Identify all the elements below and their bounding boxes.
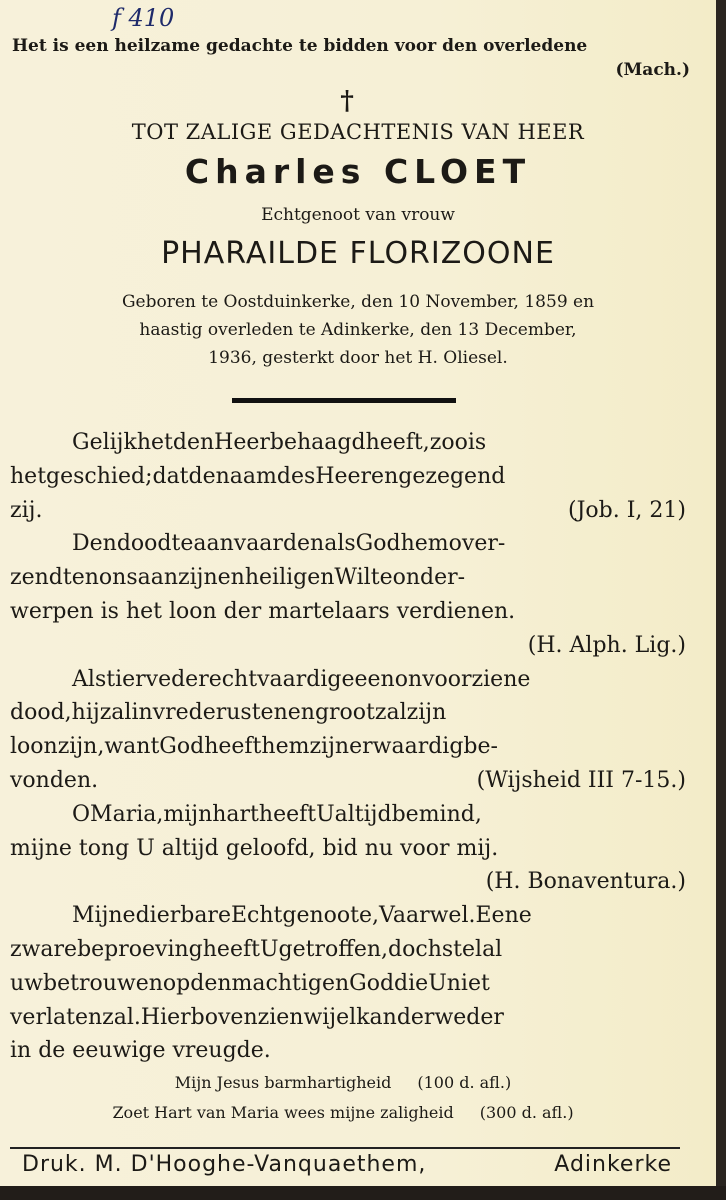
printer-label: Druk. M. D'Hooghe-Vanquaethem, xyxy=(22,1152,427,1177)
word: getroffen, xyxy=(278,936,389,962)
word: uw xyxy=(10,970,43,996)
word: Gelijk xyxy=(72,430,137,455)
passage-source: (Wijsheid III 7-15.) xyxy=(476,767,686,793)
word: mijn xyxy=(163,801,213,827)
word: Echtgenoote, xyxy=(230,903,379,929)
passage-line xyxy=(10,764,686,798)
word: hem xyxy=(261,734,310,760)
word: U xyxy=(316,801,335,827)
spouse-label: Echtgenoot van vrouw xyxy=(261,205,455,225)
word: het xyxy=(10,463,47,489)
word: waardig xyxy=(372,734,464,760)
word: God xyxy=(159,734,205,760)
word: als xyxy=(324,531,356,557)
memorial-heading: TOT ZALIGE GEDACHTENIS VAN HEER xyxy=(131,120,585,144)
passage-line: mijne tong U altijd geloofd, bid nu voor mij. xyxy=(10,835,499,861)
word: dierbare xyxy=(135,903,231,929)
intro-text: Het is een heilzame gedachte te bidden voor den overledene xyxy=(12,36,588,56)
word: aan xyxy=(137,565,179,591)
deceased-name: Charles CLOET xyxy=(184,152,532,191)
passage-source: (H. Bonaventura.) xyxy=(485,869,686,895)
passage-line: in de eeuwige vreugde. xyxy=(10,1038,271,1064)
word: de xyxy=(188,463,216,489)
word: die xyxy=(394,970,429,996)
indulgence-row xyxy=(20,1098,666,1128)
word: loon xyxy=(10,734,58,760)
word: Eene xyxy=(475,903,532,929)
word: hem xyxy=(400,531,449,557)
word: niet xyxy=(446,970,490,996)
word: geschied xyxy=(46,463,146,489)
word: naam xyxy=(215,463,277,489)
word: beproeving xyxy=(77,936,203,962)
intro-quote xyxy=(12,34,690,82)
word: ; xyxy=(145,463,153,489)
printer-line xyxy=(22,1152,672,1177)
word: te xyxy=(370,565,393,591)
word: is xyxy=(467,430,487,455)
passage-source: (Job. I, 21) xyxy=(568,497,686,523)
word: onvoorziene xyxy=(394,666,531,692)
word: zijner xyxy=(309,734,373,760)
word: hart xyxy=(212,801,259,827)
bio-line: haastig overleden te Adinkerke, den 13 December, xyxy=(139,320,577,340)
word: doch xyxy=(388,936,442,962)
word: weder xyxy=(434,1004,504,1030)
word: groot xyxy=(314,700,375,726)
word: zijnen xyxy=(178,565,245,591)
passage-line xyxy=(10,1001,686,1035)
passage-line: werpen is het loon der martelaars verdienen. xyxy=(10,598,516,624)
footer-rule xyxy=(10,1147,680,1149)
divider xyxy=(232,398,456,403)
word: betrouwen xyxy=(43,970,163,996)
word: be- xyxy=(463,734,498,760)
bio-line: 1936, gesterkt door het H. Oliesel. xyxy=(208,348,508,368)
word: altijd xyxy=(334,801,392,827)
word: stierve xyxy=(94,666,172,692)
word: vrede xyxy=(152,700,216,726)
word: verlaten xyxy=(10,1004,103,1030)
indulgence-prayer: Zoet Hart van Maria wees mijne zaligheid xyxy=(112,1103,454,1122)
word: elkander xyxy=(336,1004,435,1030)
word: zal. xyxy=(102,1004,141,1030)
passage-line xyxy=(10,527,686,561)
passage-line xyxy=(10,460,686,494)
word: heeft xyxy=(202,936,260,962)
word: zijn, xyxy=(57,734,105,760)
word: te xyxy=(171,531,194,557)
passage-line xyxy=(10,798,686,832)
card-bottom-shadow xyxy=(0,1186,726,1200)
spouse-name: PHARAILDE FLORIZOONE xyxy=(161,236,555,271)
word: zware xyxy=(10,936,78,962)
word: zal xyxy=(374,700,407,726)
word: zien xyxy=(257,1004,304,1030)
word: heiligen xyxy=(244,565,335,591)
word: U xyxy=(259,936,279,962)
word: bemind, xyxy=(391,801,482,827)
word: dood xyxy=(116,531,172,557)
passage-source: (H. Alph. Lig.) xyxy=(527,632,686,658)
word: Den xyxy=(72,531,117,557)
word: God xyxy=(355,531,401,557)
indulgence-row xyxy=(20,1068,666,1098)
passage-line xyxy=(10,899,686,933)
word: dood, xyxy=(10,700,72,726)
word: over- xyxy=(448,531,506,557)
word: zal xyxy=(99,700,132,726)
word: een xyxy=(354,666,395,692)
word: ons xyxy=(98,565,138,591)
word: wij xyxy=(303,1004,337,1030)
word: het xyxy=(136,430,173,455)
passage-line xyxy=(10,663,686,697)
passage-line xyxy=(10,967,686,1001)
passage-last-line: vonden. xyxy=(10,767,99,793)
word: rechtvaardige xyxy=(198,666,355,692)
card-edge-shadow xyxy=(716,0,726,1200)
passage-line xyxy=(10,730,686,764)
word: onder- xyxy=(392,565,466,591)
passage-last-line: zij. xyxy=(10,497,43,523)
passage-line xyxy=(10,426,686,460)
passage-line xyxy=(10,561,686,595)
word: Hierboven xyxy=(140,1004,258,1030)
indulgence-days: (100 d. afl.) xyxy=(417,1073,512,1092)
word: des xyxy=(276,463,316,489)
word: en xyxy=(71,565,99,591)
word: U xyxy=(428,970,447,996)
word: Wil xyxy=(334,565,371,591)
word: aanvaarden xyxy=(193,531,325,557)
word: gezegend xyxy=(398,463,506,489)
word: al xyxy=(482,936,503,962)
word: heeft xyxy=(258,801,317,827)
word: den xyxy=(172,430,215,455)
handwritten-note: f 410 xyxy=(112,4,175,32)
word: heeft, xyxy=(365,430,430,455)
word: machtigen xyxy=(231,970,350,996)
word: en xyxy=(287,700,315,726)
word: dat xyxy=(152,463,189,489)
word: stel xyxy=(441,936,483,962)
word: rusten xyxy=(215,700,288,726)
indulgences xyxy=(20,1068,666,1128)
bio-line: Geboren te Oostduinkerke, den 10 November, 1859 en xyxy=(121,292,595,312)
word: O xyxy=(72,801,91,827)
passage-line xyxy=(10,933,686,967)
word: heeft xyxy=(204,734,262,760)
word: hij xyxy=(71,700,100,726)
word: op xyxy=(162,970,191,996)
word: Vaarwel. xyxy=(378,903,476,929)
word: God xyxy=(349,970,395,996)
word: zoo xyxy=(429,430,468,455)
word: de xyxy=(171,666,199,692)
passage-line xyxy=(10,494,686,528)
cross-icon: † xyxy=(340,86,354,116)
word: Heer xyxy=(214,430,270,455)
word: in xyxy=(131,700,153,726)
word: zendt xyxy=(10,565,72,591)
word: want xyxy=(104,734,160,760)
word: zijn xyxy=(406,700,447,726)
word: Al xyxy=(72,666,95,692)
passage-line xyxy=(10,696,686,730)
printer-place: Adinkerke xyxy=(554,1152,672,1177)
word: Heeren xyxy=(315,463,399,489)
word: Maria, xyxy=(90,801,164,827)
word: den xyxy=(190,970,232,996)
word: Mijne xyxy=(72,903,136,929)
indulgence-days: (300 d. afl.) xyxy=(479,1103,574,1122)
prayer-passages xyxy=(10,426,686,1068)
indulgence-prayer: Mijn Jesus barmhartigheid xyxy=(174,1073,392,1092)
intro-source: (Mach.) xyxy=(615,60,690,80)
biography xyxy=(30,288,686,372)
word: behaagd xyxy=(269,430,366,455)
